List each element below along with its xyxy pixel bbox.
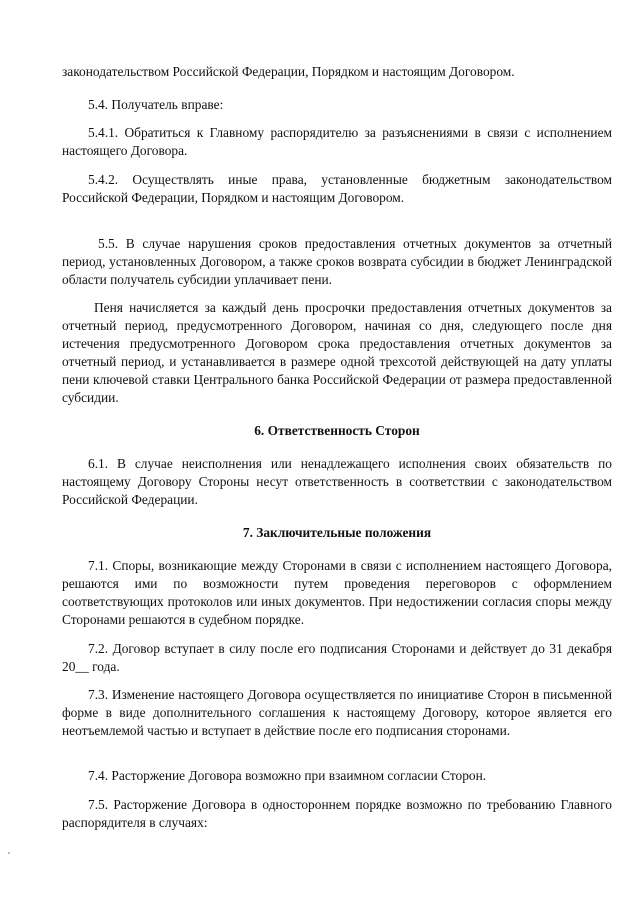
section-heading-7: 7. Заключительные положения <box>242 525 432 540</box>
paragraph-6-1: 6.1. В случае неисполнения или ненадлежащего исполнения своих обязательств по настоящему Договору Стороны несут ответственность в соответствии с законодательством Российской Федерации. <box>62 456 612 507</box>
paragraph-penalty: Пеня начисляется за каждый день просрочки предоставления отчетных документов за отчетный период, предусмотренного Договором, начиная со дня, следующего после дня истечения предусмотренного Договором срока предоставления отчетных документов за отчетный период, и устанавливается в размере одной трехсотой действующей на дату уплаты пени ключевой ставки Центрального банка Российской Федерации от размера предоставленной субсидии. <box>62 300 612 405</box>
paragraph-7-4: 7.4. Расторжение Договора возможно при взаимном согласии Сторон. <box>88 768 487 783</box>
paragraph-7-2: 7.2. Договор вступает в силу после его подписания Сторонами и действует до 31 декабря 20__ года. <box>62 641 612 674</box>
section-heading-6: 6. Ответственность Сторон <box>254 423 420 438</box>
paragraph-5-4: 5.4. Получатель вправе: <box>88 97 224 112</box>
paragraph-5-5: 5.5. В случае нарушения сроков предоставления отчетных документов за отчетный период, установленных Договором, а также сроков возврата субсидии в бюджет Ленинградской области получатель субсидии уплачивает пени. <box>62 236 612 287</box>
paragraph-7-3: 7.3. Изменение настоящего Договора осуществляется по инициативе Сторон в письменной форме в виде дополнительного соглашения к настоящему Договору, которое является его неотъемлемой частью и вступает в действие после его подписания сторонами. <box>62 687 612 738</box>
paragraph-continuation: законодательством Российской Федерации, Порядком и настоящим Договором. <box>62 64 515 79</box>
paragraph-5-4-1: 5.4.1. Обратиться к Главному распорядителю за разъяснениями в связи с исполнением настоящего Договора. <box>62 125 612 158</box>
paragraph-7-5: 7.5. Расторжение Договора в одностороннем порядке возможно по требованию Главного распорядителя в случаях: <box>62 797 612 830</box>
scan-speck <box>8 852 10 854</box>
paragraph-5-4-2: 5.4.2. Осуществлять иные права, установленные бюджетным законодательством Российской Федерации, Порядком и настоящим Договором. <box>62 172 612 205</box>
paragraph-7-1: 7.1. Споры, возникающие между Сторонами в связи с исполнением настоящего Договора, решаются ими по возможности путем проведения переговоров с оформлением соответствующих протоколов или иных документов. При недостижении согласия споры между Сторонами решаются в судебном порядке. <box>62 558 612 627</box>
